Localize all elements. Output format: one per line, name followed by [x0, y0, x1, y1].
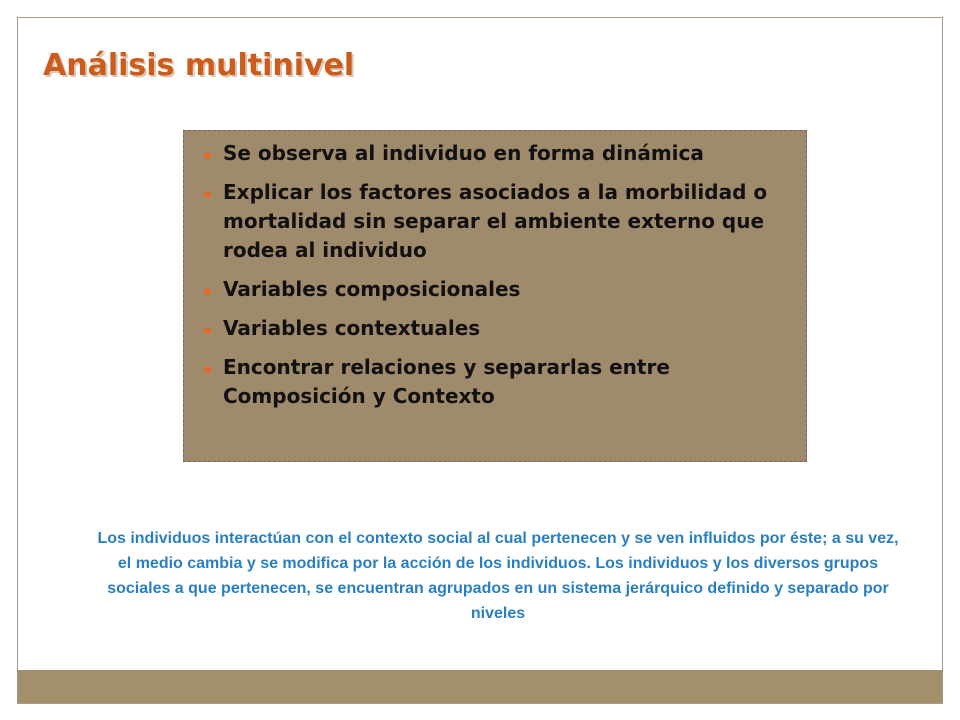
bullet-list	[198, 139, 786, 411]
footer-bar	[18, 670, 942, 703]
bullet-dot-icon	[204, 288, 211, 295]
list-item	[198, 275, 786, 304]
slide-title: Análisis multinivel	[43, 48, 355, 83]
bullet-box	[183, 130, 807, 462]
bullet-dot-icon	[204, 327, 211, 334]
caption-paragraph: Los individuos interactúan con el contexto social al cual pertenecen y se ven influidos por éste; a su vez, el medio cambia y se modifica por la acción de los individuos. Los individuos y los diversos grupos sociales a que pertenecen, se encuentran agrupados en un sistema jerárquico definido y separado por niveles	[97, 530, 899, 622]
list-item	[198, 314, 786, 343]
bullet-text: Variables composicionales	[223, 277, 521, 301]
bullet-dot-icon	[204, 191, 211, 198]
bullet-dot-icon	[204, 152, 211, 159]
bullet-dot-icon	[204, 366, 211, 373]
bullet-text: Encontrar relaciones y separarlas entre Composición y Contexto	[223, 355, 670, 408]
slide-frame	[17, 17, 943, 704]
bullet-text: Se observa al individuo en forma dinámica	[223, 141, 704, 165]
bullet-text: Variables contextuales	[223, 316, 481, 340]
bullet-text: Explicar los factores asociados a la morbilidad o mortalidad sin separar el ambiente externo que rodea al individuo	[223, 180, 768, 262]
list-item	[198, 139, 786, 168]
list-item	[198, 178, 786, 265]
list-item	[198, 353, 786, 411]
